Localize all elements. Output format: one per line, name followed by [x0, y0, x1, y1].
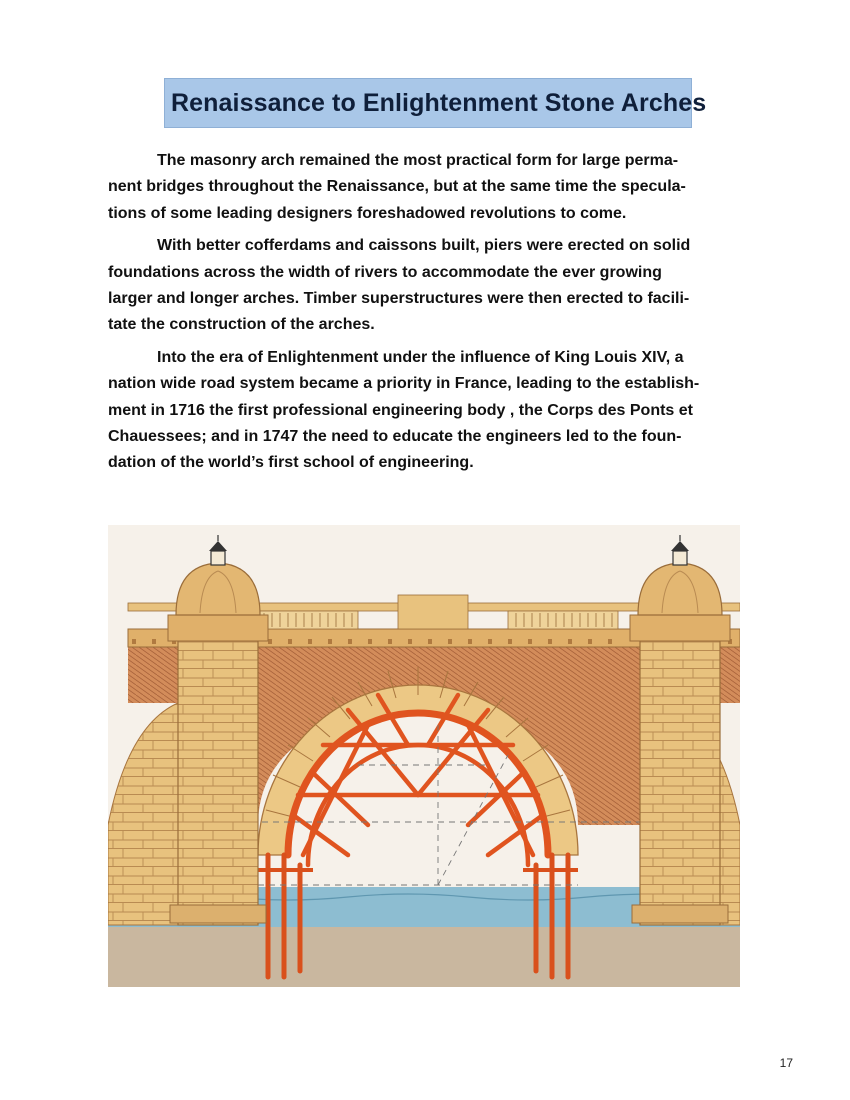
text-line: Chauessees; and in 1747 the need to educate the engineers led to the foun-	[108, 428, 682, 446]
text-line: ment in 1716 the first professional engineering body , the Corps des Ponts et	[108, 401, 693, 419]
text-line: tate the construction of the arches.	[108, 316, 375, 334]
text-line: nation wide road system became a priority in France, leading to the establish-	[108, 375, 700, 393]
text-line: tions of some leading designers foreshadowed revolutions to come.	[108, 204, 627, 222]
title-banner	[164, 78, 707, 128]
text-line: dation of the world’s first school of engineering.	[108, 454, 474, 472]
page-number: 17	[779, 1056, 793, 1070]
text-line: larger and longer arches. Timber superstructures were then erected to facili-	[108, 290, 690, 308]
paragraph-2	[108, 233, 748, 339]
page-title: Renaissance to Enlightenment Stone Arches	[171, 88, 707, 117]
arch-bridge-illustration	[108, 525, 740, 987]
paragraph-1	[108, 148, 748, 227]
paragraph-3	[108, 345, 748, 477]
arch-drawing	[108, 525, 740, 987]
text-line: foundations across the width of rivers to accommodate the ever growing	[108, 263, 662, 281]
text-line: nent bridges throughout the Renaissance, but at the same time the specula-	[108, 178, 686, 196]
riverbed	[108, 920, 740, 987]
text-line: With better cofferdams and caissons built, piers were erected on solid	[157, 237, 691, 255]
body-text	[108, 148, 748, 483]
text-line: Into the era of Enlightenment under the influence of King Louis XIV, a	[157, 348, 684, 366]
text-line: The masonry arch remained the most practical form for large perma-	[157, 152, 679, 169]
